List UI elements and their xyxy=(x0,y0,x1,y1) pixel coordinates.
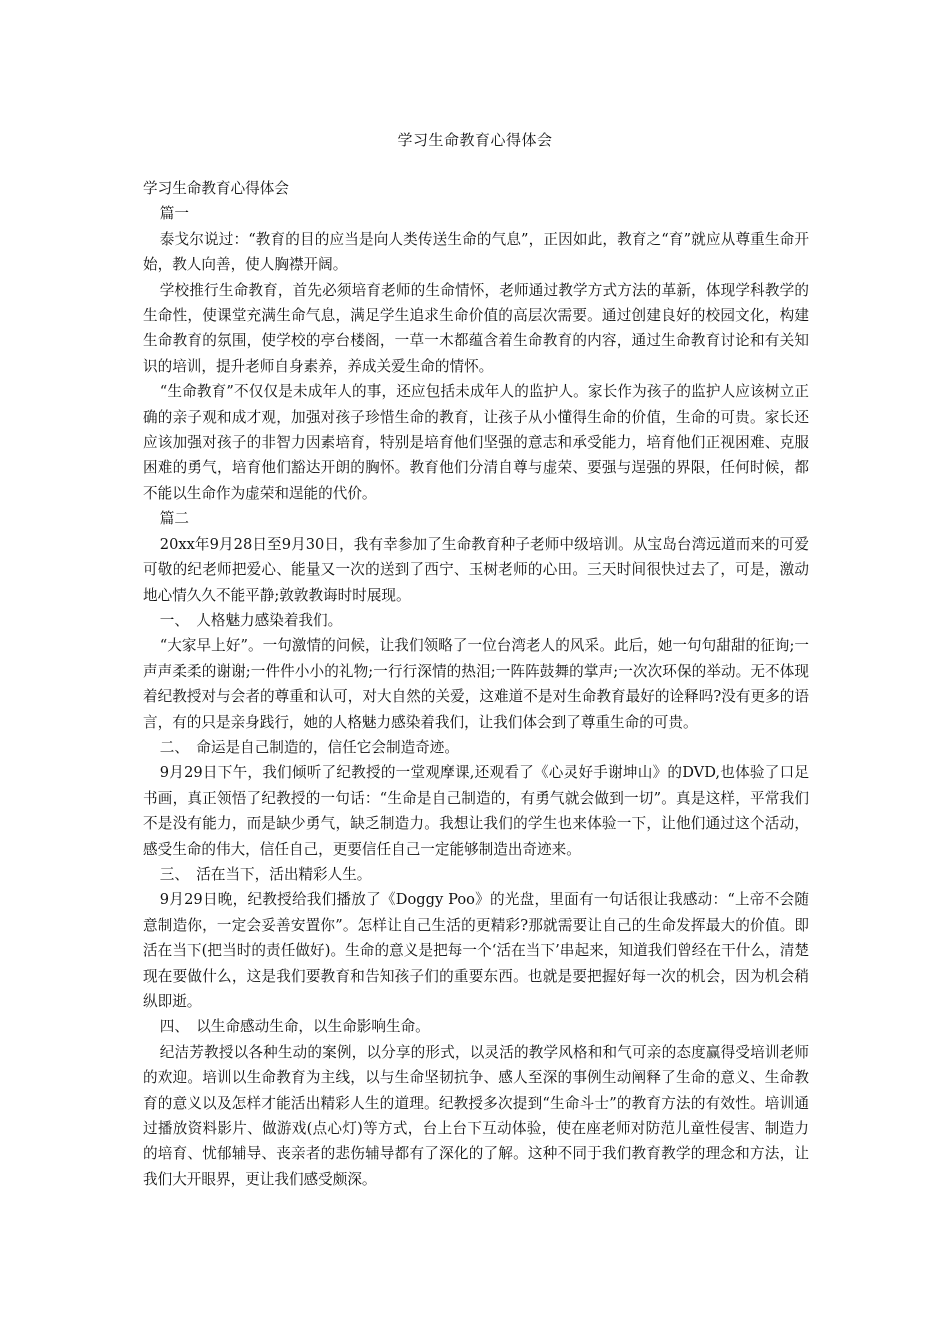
numbered-heading: 四、 以生命感动生命，以生命影响生命。 xyxy=(159,1018,430,1036)
paragraph: 学校推行生命教育，首先必须培育老师的生命情怀，老师通过教学方式方法的革新，体现学科教学的生命性，使课堂充满生命气息，满足学生追求生命价值的高层次需要。通过创建良好的校园文化，构建生命教育的氛围，使学校的亭台楼阁，一草一木都蕴含着生命教育的内容，通过生命教育讨论和有关知识的培训，提升老师自身素养，养成关爱生命的情怀。 xyxy=(143,281,809,375)
numbered-heading: 二、 命运是自己制造的，信任它会制造奇迹。 xyxy=(159,738,459,756)
document-title: 学习生命教育心得体会 xyxy=(397,131,553,149)
paragraph: “生命教育”不仅仅是未成年人的事，还应包括未成年人的监护人。家长作为孩子的监护人应该树立正确的亲子观和成才观，加强对孩子珍惜生命的教育，让孩子从小懂得生命的价值，生命的可贵。家长还应该加强对孩子的非智力因素培育，特别是培育他们坚强的意志和承受能力，培育他们正视困难、克服困难的勇气，培育他们豁达开朗的胸怀。教育他们分清自尊与虚荣、要强与逞强的界限，任何时候，都不能以生命作为虚荣和逞能的代价。 xyxy=(143,383,809,502)
paragraph: 9月29日晚，纪教授给我们播放了《Doggy Poo》的光盘，里面有一句话很让我感动：“上帝不会随意制造你，一定会妥善安置你”。怎样让自己生活的更精彩?那就需要让自己的生命发挥最大的价值。即活在当下(把当时的责任做好)。生命的意义是把每一个‘活在当下’串起来，知道我们曾经在干什么，清楚现在要做什么，这是我们要教育和告知孩子们的重要东西。也就是要把握好每一次的机会，因为机会稍纵即逝。 xyxy=(143,891,809,1010)
paragraph: 纪洁芳教授以各种生动的案例，以分享的形式，以灵活的教学风格和和气可亲的态度赢得受培训老师的欢迎。培训以生命教育为主线，以与生命坚韧抗争、感人至深的事例生动阐释了生命的意义、生命教育的意义以及怎样才能活出精彩人生的道理。纪教授多次提到“生命斗士”的教育方法的有效性。培训通过播放资料影片、做游戏(点心灯)等方式，台上台下互动体验，使在座老师对防范儿童性侵害、制造力的培育、忧郁辅导、丧亲者的悲伤辅导都有了深化的了解。这种不同于我们教育教学的理念和方法，让我们大开眼界，更让我们感受颇深。 xyxy=(143,1043,809,1188)
numbered-heading: 一、 人格魅力感染着我们。 xyxy=(159,611,343,629)
document-subtitle: 学习生命教育心得体会 xyxy=(143,180,289,197)
paragraph: 20xx年9月28日至9月30日，我有幸参加了生命教育种子老师中级培训。从宝岛台湾远道而来的可爱可敬的纪老师把爱心、能量又一次的送到了西宁、玉树老师的心田。三天时间很快过去了，可是，激动地心情久久不能平静;敦敦教诲时时展现。 xyxy=(143,535,809,604)
paragraph: 泰戈尔说过：“教育的目的应当是向人类传送生命的气息”，正因如此，教育之“育”就应从尊重生命开始，教人向善，使人胸襟开阔。 xyxy=(143,230,809,274)
numbered-heading: 三、 活在当下，活出精彩人生。 xyxy=(159,865,372,883)
section-heading-part-two: 篇二 xyxy=(159,510,189,528)
section-heading-part-one: 篇一 xyxy=(159,205,189,223)
paragraph: 9月29日下午，我们倾听了纪教授的一堂观摩课,还观看了《心灵好手谢坤山》的DVD,也体验了口足书画，真正领悟了纪教授的一句话：“生命是自己制造的，有勇气就会做到一切”。真是这样，平常我们不是没有能力，而是缺少勇气，缺乏制造力。我想让我们的学生也来体验一下，让他们通过这个活动，感受生命的伟大，信任自己，更要信任自己一定能够制造出奇迹来。 xyxy=(143,764,809,858)
paragraph: “大家早上好”。一句激情的问候，让我们领略了一位台湾老人的风采。此后，她一句句甜甜的征询;一声声柔柔的谢谢;一件件小小的礼物;一行行深情的热泪;一阵阵鼓舞的掌声;一次次环保的举动。无不体现着纪教授对与会者的尊重和认可，对大自然的关爱，这难道不是对生命教育最好的诠释吗?没有更多的语言，有的只是亲身践行，她的人格魅力感染着我们，让我们体会到了尊重生命的可贵。 xyxy=(143,637,809,731)
document-body xyxy=(143,176,809,1192)
